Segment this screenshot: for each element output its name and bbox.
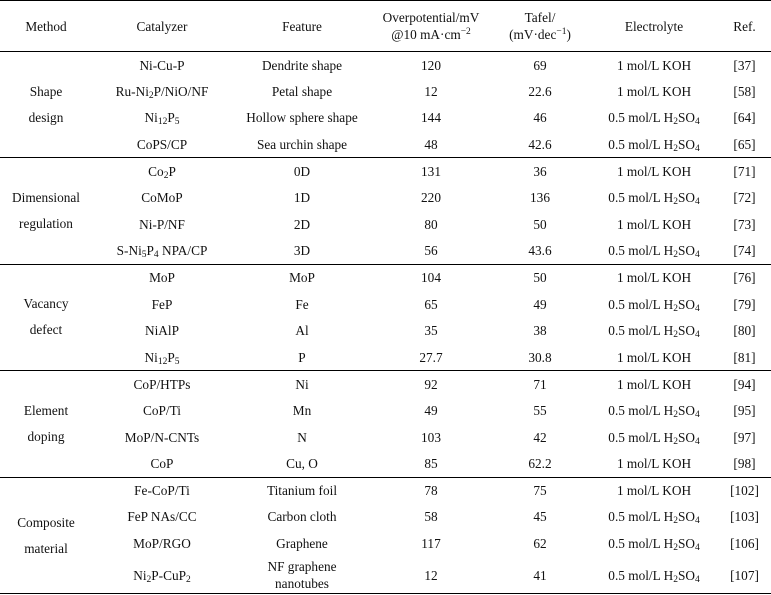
overpotential-cell: 27.7 bbox=[372, 344, 490, 371]
overpotential-cell: 104 bbox=[421, 270, 441, 286]
tafel-cell: 49 bbox=[533, 296, 547, 312]
overpotential-cell: 12 bbox=[424, 83, 438, 99]
tafel-cell: 62 bbox=[533, 535, 547, 551]
overpotential-cell: 144 bbox=[421, 110, 441, 126]
overpotential-cell: 92 bbox=[424, 376, 438, 392]
table-row bbox=[0, 397, 771, 424]
tafel-cell: 46 bbox=[533, 110, 547, 126]
feature-cell: Graphene bbox=[276, 535, 328, 551]
table-row bbox=[0, 344, 771, 371]
overpotential-cell: 120 bbox=[421, 57, 441, 73]
ref-cell: [76] bbox=[733, 270, 756, 286]
electrolyte-cell: 1 mol/L KOH bbox=[616, 216, 692, 232]
catalyzer-cell: NiAlP bbox=[145, 323, 179, 339]
electrolyte-cell: 1 mol/L KOH bbox=[616, 270, 692, 286]
tafel-cell: 41 bbox=[533, 567, 547, 583]
ref-cell: [74] bbox=[718, 238, 771, 265]
electrolyte-cell: 0.5 mol/L $H_2SO_4$ bbox=[608, 567, 700, 585]
table-row bbox=[0, 557, 771, 594]
electrolyte-cell: 1 mol/L KOH bbox=[616, 376, 692, 392]
electrolyte-cell: 1 mol/L KOH bbox=[616, 83, 692, 99]
tafel-cell: 71 bbox=[533, 376, 547, 392]
ref-cell: [107] bbox=[730, 567, 759, 583]
table-row bbox=[0, 504, 771, 531]
electrolyte-cell: 0.5 mol/L $H_2SO_4$ bbox=[608, 429, 700, 447]
electrolyte-cell: 0.5 mol/L $H_2SO_4$ bbox=[608, 403, 700, 421]
catalyzer-cell: FeP bbox=[151, 296, 173, 312]
ref-cell: [102] bbox=[730, 483, 759, 499]
tafel-cell: 55 bbox=[533, 403, 547, 419]
method-cell: Shape design bbox=[0, 52, 92, 158]
feature-cell: Fe bbox=[295, 296, 309, 312]
ref-cell: [79] bbox=[733, 296, 756, 312]
catalyzer-cell: FeP NAs/CC bbox=[127, 509, 197, 525]
header-catalyzer: Catalyzer bbox=[92, 1, 232, 52]
header-overpotential bbox=[372, 1, 490, 52]
feature-cell: Carbon cloth bbox=[267, 509, 337, 525]
tafel-cell: 69 bbox=[533, 57, 547, 73]
tafel-cell: 22.6 bbox=[528, 83, 552, 99]
tafel-cell: 136 bbox=[530, 190, 550, 206]
electrolyte-cell: 0.5 mol/L $H_2SO_4$ bbox=[608, 110, 700, 128]
overpotential-cell: 12 bbox=[424, 567, 438, 583]
overpotential-cell: 49 bbox=[424, 403, 438, 419]
header-tafel-line1: Tafel/ bbox=[524, 10, 556, 25]
header-row bbox=[0, 1, 771, 52]
ref-cell: [64] bbox=[733, 110, 756, 126]
method-cell: Composite material bbox=[17, 514, 75, 556]
header-overpotential-line1: Overpotential/mV bbox=[382, 10, 480, 25]
overpotential-cell: 117 bbox=[421, 535, 441, 551]
ref-cell: [65] bbox=[718, 131, 771, 158]
overpotential-cell: 65 bbox=[424, 296, 438, 312]
ref-cell: [94] bbox=[733, 376, 756, 392]
tafel-cell: 42.6 bbox=[490, 131, 590, 158]
table-row bbox=[0, 238, 771, 265]
catalyzer-cell: MoP/RGO bbox=[133, 535, 191, 551]
table-row bbox=[0, 105, 771, 132]
method-cell: Dimensional regulation bbox=[0, 158, 92, 264]
table-row bbox=[0, 131, 771, 158]
feature-cell: NF graphene nanotubes bbox=[267, 559, 337, 592]
tafel-cell: 30.8 bbox=[490, 344, 590, 371]
table-row bbox=[0, 477, 771, 504]
table-row bbox=[0, 371, 771, 398]
electrolyte-cell: 1 mol/L KOH bbox=[590, 450, 718, 477]
table-row bbox=[0, 184, 771, 211]
electrolyte-cell: 0.5 mol/L $H_2SO_4$ bbox=[590, 238, 718, 265]
header-feature: Feature bbox=[232, 1, 372, 52]
table-row bbox=[0, 52, 771, 79]
ref-cell: [37] bbox=[733, 57, 756, 73]
ref-cell: [72] bbox=[733, 190, 756, 206]
overpotential-cell: 80 bbox=[424, 216, 438, 232]
ref-cell: [58] bbox=[733, 83, 756, 99]
feature-cell: Dendrite shape bbox=[261, 57, 343, 73]
ref-cell: [98] bbox=[718, 450, 771, 477]
feature-cell: Titanium foil bbox=[266, 483, 338, 499]
table-row bbox=[0, 450, 771, 477]
feature-cell: Petal shape bbox=[271, 83, 333, 99]
catalyzer-cell: $Ni_2P-CuP_2$ bbox=[133, 567, 191, 585]
catalyzer-cell: MoP/N-CNTs bbox=[124, 429, 200, 445]
catalyzer-cell: Ni-Cu-P bbox=[139, 57, 185, 73]
tafel-cell: 45 bbox=[533, 509, 547, 525]
overpotential-cell: 131 bbox=[421, 163, 441, 179]
electrolyte-cell: 1 mol/L KOH bbox=[616, 163, 692, 179]
tafel-cell: 36 bbox=[533, 163, 547, 179]
ref-cell: [106] bbox=[730, 535, 759, 551]
header-tafel bbox=[490, 1, 590, 52]
electrolyte-cell: 0.5 mol/L $H_2SO_4$ bbox=[608, 296, 700, 314]
catalyzer-cell: $Co_2P$ bbox=[148, 163, 176, 181]
feature-cell: N bbox=[297, 429, 307, 445]
table-body bbox=[0, 52, 771, 594]
feature-cell: Ni bbox=[295, 376, 309, 392]
tafel-cell: 43.6 bbox=[490, 238, 590, 265]
feature-cell: 0D bbox=[293, 163, 311, 179]
catalyzer-cell: CoP/HTPs bbox=[133, 376, 191, 392]
header-tafel-line2: (mV·dec$^{-1}$) bbox=[509, 27, 571, 42]
electrolyte-cell: 1 mol/L KOH bbox=[616, 57, 692, 73]
tafel-cell: 38 bbox=[533, 323, 547, 339]
ref-cell: [81] bbox=[718, 344, 771, 371]
header-electrolyte: Electrolyte bbox=[590, 1, 718, 52]
bottom-rule bbox=[0, 593, 771, 594]
overpotential-cell: 78 bbox=[424, 483, 438, 499]
catalyzer-cell: $Ru-Ni_2P/NiO/NF$ bbox=[115, 83, 209, 101]
feature-cell: 3D bbox=[232, 238, 372, 265]
electrolyte-cell: 1 mol/L KOH bbox=[590, 344, 718, 371]
feature-cell: Al bbox=[295, 323, 309, 339]
ref-cell: [71] bbox=[733, 163, 756, 179]
tafel-cell: 62.2 bbox=[490, 450, 590, 477]
feature-cell: Mn bbox=[292, 403, 312, 419]
feature-cell: Sea urchin shape bbox=[232, 131, 372, 158]
ref-cell: [97] bbox=[733, 429, 756, 445]
overpotential-cell: 85 bbox=[372, 450, 490, 477]
method-cell: Element doping bbox=[0, 371, 92, 477]
table-row bbox=[0, 424, 771, 451]
catalyzer-cell: MoP bbox=[149, 270, 175, 286]
ref-cell: [103] bbox=[730, 509, 759, 525]
overpotential-cell: 35 bbox=[424, 323, 438, 339]
electrolyte-cell: 0.5 mol/L $H_2SO_4$ bbox=[608, 535, 700, 553]
ref-cell: [73] bbox=[733, 216, 756, 232]
table-row bbox=[0, 291, 771, 318]
table-row bbox=[0, 78, 771, 105]
feature-cell: MoP bbox=[289, 270, 315, 286]
ref-cell: [95] bbox=[733, 403, 756, 419]
electrolyte-cell: 0.5 mol/L $H_2SO_4$ bbox=[608, 323, 700, 341]
table-row bbox=[0, 158, 771, 185]
table-row bbox=[0, 317, 771, 344]
catalyzer-cell: CoP bbox=[92, 450, 232, 477]
feature-cell: P bbox=[232, 344, 372, 371]
overpotential-cell: 220 bbox=[421, 190, 441, 206]
catalyzer-cell: $Ni_{12}P_5$ bbox=[144, 110, 180, 128]
table-row bbox=[0, 530, 771, 557]
catalyzer-cell: CoPS/CP bbox=[92, 131, 232, 158]
ref-cell: [80] bbox=[733, 323, 756, 339]
method-cell: Vacancy defect bbox=[0, 264, 92, 370]
overpotential-cell: 56 bbox=[372, 238, 490, 265]
tafel-cell: 42 bbox=[533, 429, 547, 445]
feature-cell: Hollow sphere shape bbox=[246, 110, 358, 126]
catalyzer-cell: CoMoP bbox=[141, 190, 183, 206]
table-row bbox=[0, 211, 771, 238]
tafel-cell: 50 bbox=[533, 216, 547, 232]
catalyzer-cell: CoP/Ti bbox=[143, 403, 181, 419]
electrolyte-cell: 0.5 mol/L $H_2SO_4$ bbox=[590, 131, 718, 158]
header-method: Method bbox=[0, 1, 92, 52]
feature-cell: 2D bbox=[293, 216, 311, 232]
header-overpotential-line2: @10 $mA\cdot cm^{-2}$ bbox=[391, 27, 471, 42]
catalyzer-cell: Ni-P/NF bbox=[139, 216, 185, 232]
feature-cell: Cu, O bbox=[232, 450, 372, 477]
header-ref: Ref. bbox=[718, 1, 771, 52]
electrolyte-cell: 0.5 mol/L $H_2SO_4$ bbox=[608, 190, 700, 208]
feature-cell: 1D bbox=[293, 190, 311, 206]
overpotential-cell: 58 bbox=[424, 509, 438, 525]
overpotential-cell: 103 bbox=[421, 429, 441, 445]
catalyzer-cell: $S-Ni_5P_4$ NPA/CP bbox=[92, 238, 232, 265]
catalyzer-cell: Fe-CoP/Ti bbox=[134, 483, 190, 499]
electrolyte-cell: 0.5 mol/L $H_2SO_4$ bbox=[608, 509, 700, 527]
tafel-cell: 50 bbox=[533, 270, 547, 286]
tafel-cell: 75 bbox=[533, 483, 547, 499]
overpotential-cell: 48 bbox=[372, 131, 490, 158]
electrolyte-cell: 1 mol/L KOH bbox=[616, 483, 692, 499]
catalyzer-cell: $Ni_{12}P_5$ bbox=[92, 344, 232, 371]
table-row bbox=[0, 264, 771, 291]
